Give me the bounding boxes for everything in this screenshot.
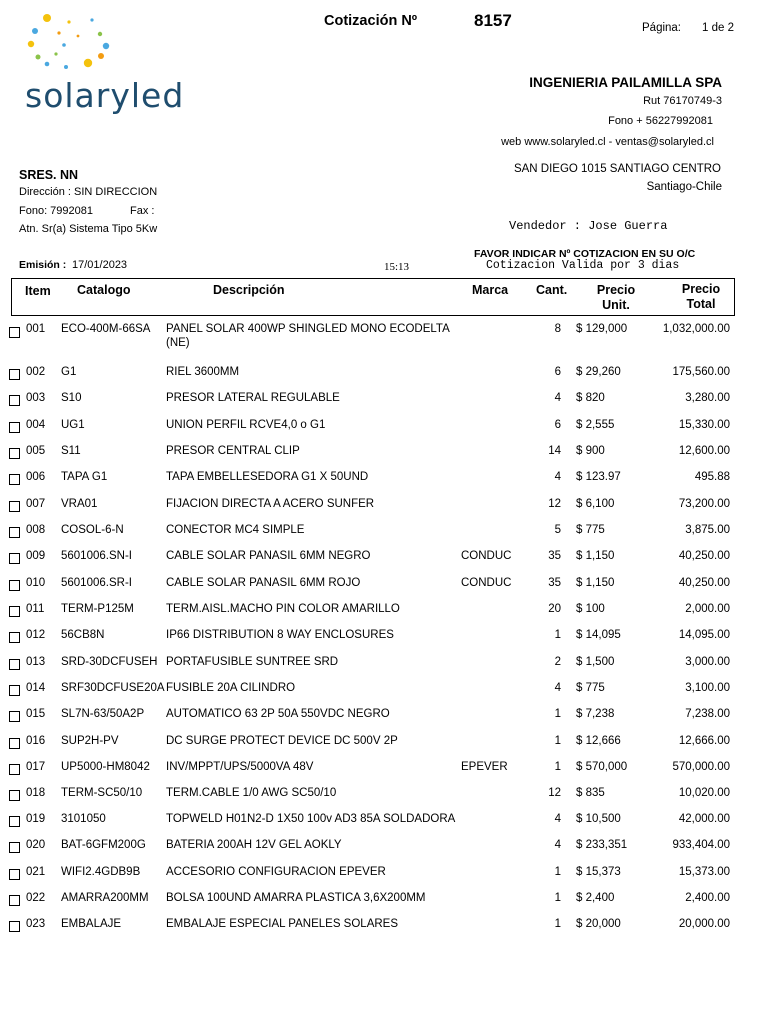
row-checkbox[interactable]	[9, 632, 20, 643]
table-row	[0, 891, 768, 911]
row-brand: CONDUC	[461, 577, 512, 589]
row-description: AUTOMATICO 63 2P 50A 550VDC NEGRO	[166, 708, 390, 720]
row-catalog: AMARRA200MM	[61, 892, 149, 904]
table-row	[0, 549, 768, 569]
row-qty: 1	[554, 918, 561, 930]
row-total: 570,000.00	[672, 761, 730, 773]
row-unit-price: $ 1,150	[576, 577, 615, 589]
row-checkbox[interactable]	[9, 842, 20, 853]
row-total: 2,400.00	[685, 892, 730, 904]
row-qty: 1	[554, 866, 561, 878]
row-unit-price: $ 1,500	[576, 656, 615, 668]
row-unit-price: $ 1,150	[576, 550, 615, 562]
row-description: PORTAFUSIBLE SUNTREE SRD	[166, 656, 339, 668]
row-checkbox[interactable]	[9, 448, 20, 459]
row-checkbox[interactable]	[9, 738, 20, 749]
row-total: 12,666.00	[678, 735, 730, 747]
row-item: 015	[26, 708, 46, 720]
row-item: 009	[26, 550, 46, 562]
row-total: 14,095.00	[678, 629, 730, 641]
row-item: 023	[26, 918, 46, 930]
row-description: UNION PERFIL RCVE4,0 o G1	[166, 419, 326, 431]
row-catalog: SRF30DCFUSE20A	[61, 682, 165, 694]
row-total: 175,560.00	[672, 366, 730, 378]
row-catalog: COSOL-6-N	[61, 524, 124, 536]
row-qty: 2	[554, 656, 561, 668]
table-row	[0, 365, 768, 385]
table-row	[0, 444, 768, 464]
row-item: 019	[26, 813, 46, 825]
row-checkbox[interactable]	[9, 869, 20, 880]
row-catalog: SL7N-63/50A2P	[61, 708, 145, 720]
company-rut: Rut 76170749-3	[643, 95, 722, 107]
row-unit-price: $ 100	[576, 603, 605, 615]
emission-time: 15:13	[384, 261, 410, 273]
row-catalog: UP5000-HM8042	[61, 761, 150, 773]
row-catalog: UG1	[61, 419, 85, 431]
row-description: CONECTOR MC4 SIMPLE	[166, 524, 305, 536]
page-value: 1 de 2	[702, 22, 734, 34]
row-catalog: BAT-6GFM200G	[61, 839, 146, 851]
row-qty: 4	[554, 392, 561, 404]
row-qty: 35	[548, 550, 561, 562]
row-unit-price: $ 2,400	[576, 892, 615, 904]
row-description: INV/MPPT/UPS/5000VA 48V	[166, 761, 314, 773]
row-checkbox[interactable]	[9, 327, 20, 338]
header-item: Item	[25, 284, 51, 298]
row-checkbox[interactable]	[9, 501, 20, 512]
row-item: 005	[26, 445, 46, 457]
row-total: 2,000.00	[685, 603, 730, 615]
row-unit-price: $ 233,351	[576, 839, 628, 851]
header-brand: Marca	[472, 283, 509, 297]
row-description: ACCESORIO CONFIGURACION EPEVER	[166, 866, 386, 878]
row-unit-price: $ 12,666	[576, 735, 621, 747]
page-label: Página:	[642, 22, 682, 34]
emission-date: 17/01/2023	[72, 259, 128, 271]
row-checkbox[interactable]	[9, 685, 20, 696]
row-total: 495.88	[694, 471, 730, 483]
row-item: 013	[26, 656, 46, 668]
row-qty: 20	[548, 603, 561, 615]
row-total: 12,600.00	[678, 445, 730, 457]
row-item: 003	[26, 392, 46, 404]
quote-notice: FAVOR INDICAR Nº COTIZACION EN SU O/C	[474, 248, 696, 260]
row-qty: 1	[554, 735, 561, 747]
row-unit-price: $ 2,555	[576, 419, 615, 431]
row-catalog: TERM-SC50/10	[61, 787, 143, 799]
row-total: 42,000.00	[678, 813, 730, 825]
row-catalog: 5601006.SN-I	[61, 550, 132, 562]
row-unit-price: $ 835	[576, 787, 605, 799]
row-description: PANEL SOLAR 400WP SHINGLED MONO ECODELTA (NE)	[166, 323, 450, 349]
row-description: CABLE SOLAR PANASIL 6MM NEGRO	[166, 550, 371, 562]
row-checkbox[interactable]	[9, 369, 20, 380]
table-row	[0, 497, 768, 517]
logo-sun-dots	[22, 12, 118, 74]
row-total: 933,404.00	[672, 839, 730, 851]
table-row	[0, 838, 768, 858]
row-unit-price: $ 7,238	[576, 708, 615, 720]
quote-validity: Cotizacion Valida por 3 dias	[486, 259, 680, 272]
row-description: EMBALAJE ESPECIAL PANELES SOLARES	[166, 918, 399, 930]
row-qty: 6	[554, 366, 561, 378]
row-catalog: EMBALAJE	[61, 918, 122, 930]
row-qty: 8	[554, 323, 561, 335]
row-catalog: S10	[61, 392, 82, 404]
row-total: 7,238.00	[685, 708, 730, 720]
row-item: 021	[26, 866, 46, 878]
row-checkbox[interactable]	[9, 580, 20, 591]
table-row	[0, 655, 768, 675]
row-qty: 5	[554, 524, 561, 536]
row-qty: 6	[554, 419, 561, 431]
row-description: DC SURGE PROTECT DEVICE DC 500V 2P	[166, 735, 398, 747]
row-total: 73,200.00	[678, 498, 730, 510]
row-qty: 1	[554, 708, 561, 720]
row-item: 002	[26, 366, 46, 378]
row-unit-price: $ 775	[576, 524, 605, 536]
company-name: INGENIERIA PAILAMILLA SPA	[529, 75, 722, 90]
client-name: SRES. NN	[19, 168, 79, 182]
table-header	[11, 278, 735, 316]
table-row	[0, 760, 768, 780]
row-catalog: TERM-P125M	[61, 603, 134, 615]
row-catalog: VRA01	[61, 498, 98, 510]
table-row	[0, 322, 768, 349]
row-checkbox[interactable]	[9, 553, 20, 564]
row-description: IP66 DISTRIBUTION 8 WAY ENCLOSURES	[166, 629, 394, 641]
row-item: 004	[26, 419, 46, 431]
company-phone: Fono + 56227992081	[608, 115, 713, 127]
header-total-price: Precio Total	[681, 282, 721, 311]
row-total: 40,250.00	[678, 577, 730, 589]
table-row	[0, 865, 768, 885]
row-total: 20,000.00	[678, 918, 730, 930]
header-unit-price: Precio Unit.	[596, 283, 636, 312]
row-qty: 4	[554, 471, 561, 483]
row-unit-price: $ 570,000	[576, 761, 628, 773]
row-catalog: S11	[61, 445, 81, 457]
row-checkbox[interactable]	[9, 527, 20, 538]
row-total: 3,875.00	[685, 524, 730, 536]
row-item: 007	[26, 498, 46, 510]
table-row	[0, 523, 768, 543]
row-qty: 4	[554, 682, 561, 694]
row-description: TOPWELD H01N2-D 1X50 100v AD3 85A SOLDADORA	[166, 813, 456, 825]
table-row	[0, 681, 768, 701]
row-total: 3,000.00	[685, 656, 730, 668]
row-catalog: WIFI2.4GDB9B	[61, 866, 141, 878]
row-item: 001	[26, 323, 46, 335]
row-unit-price: $ 29,260	[576, 366, 621, 378]
client-attention: Atn. Sr(a) Sistema Tipo 5Kw	[19, 223, 158, 235]
header-catalog: Catalogo	[77, 283, 131, 297]
row-description: PRESOR LATERAL REGULABLE	[166, 392, 340, 404]
row-qty: 12	[548, 498, 561, 510]
row-unit-price: $ 14,095	[576, 629, 621, 641]
header-description: Descripción	[213, 283, 285, 297]
row-catalog: ECO-400M-66SA	[61, 323, 151, 335]
row-unit-price: $ 10,500	[576, 813, 621, 825]
seller: Vendedor : Jose Guerra	[509, 219, 668, 233]
emission-label: Emisión :	[19, 259, 67, 271]
row-description: CABLE SOLAR PANASIL 6MM ROJO	[166, 577, 361, 589]
table-row	[0, 628, 768, 648]
table-row	[0, 391, 768, 411]
row-brand: CONDUC	[461, 550, 512, 562]
row-catalog: SUP2H-PV	[61, 735, 119, 747]
row-unit-price: $ 820	[576, 392, 605, 404]
table-row	[0, 917, 768, 937]
row-unit-price: $ 123.97	[576, 471, 621, 483]
row-item: 022	[26, 892, 46, 904]
row-item: 012	[26, 629, 46, 641]
row-catalog: SRD-30DCFUSEH	[61, 656, 158, 668]
table-row	[0, 707, 768, 727]
row-qty: 12	[548, 787, 561, 799]
table-row	[0, 812, 768, 832]
table-row	[0, 734, 768, 754]
row-description: BOLSA 100UND AMARRA PLASTICA 3,6X200MM	[166, 892, 426, 904]
client-fax: Fax :	[130, 205, 155, 217]
row-checkbox[interactable]	[9, 659, 20, 670]
row-unit-price: $ 20,000	[576, 918, 621, 930]
logo-wordmark: solaryled	[25, 76, 185, 115]
row-qty: 1	[554, 761, 561, 773]
row-checkbox[interactable]	[9, 895, 20, 906]
row-unit-price: $ 6,100	[576, 498, 615, 510]
row-item: 017	[26, 761, 46, 773]
row-qty: 14	[548, 445, 561, 457]
row-checkbox[interactable]	[9, 606, 20, 617]
row-description: RIEL 3600MM	[166, 366, 240, 378]
row-unit-price: $ 129,000	[576, 323, 628, 335]
row-description: PRESOR CENTRAL CLIP	[166, 445, 300, 457]
row-qty: 1	[554, 892, 561, 904]
row-catalog: 56CB8N	[61, 629, 105, 641]
row-checkbox[interactable]	[9, 921, 20, 932]
row-item: 010	[26, 577, 46, 589]
row-qty: 35	[548, 577, 561, 589]
table-row	[0, 576, 768, 596]
row-checkbox[interactable]	[9, 790, 20, 801]
company-address: SAN DIEGO 1015 SANTIAGO CENTRO	[513, 163, 721, 175]
quote-number: 8157	[474, 11, 512, 30]
row-catalog: TAPA G1	[61, 471, 108, 483]
row-total: 15,330.00	[678, 419, 730, 431]
row-description: TERM.AISL.MACHO PIN COLOR AMARILLO	[166, 603, 400, 615]
row-brand: EPEVER	[461, 761, 508, 773]
row-checkbox[interactable]	[9, 816, 20, 827]
row-checkbox[interactable]	[9, 764, 20, 775]
row-qty: 1	[554, 629, 561, 641]
table-row	[0, 418, 768, 438]
row-total: 3,280.00	[685, 392, 730, 404]
row-item: 011	[26, 603, 45, 615]
row-total: 10,020.00	[678, 787, 730, 799]
row-checkbox[interactable]	[9, 422, 20, 433]
company-web: web www.solaryled.cl - ventas@solaryled.cl	[501, 136, 714, 148]
row-checkbox[interactable]	[9, 711, 20, 722]
row-item: 018	[26, 787, 46, 799]
row-unit-price: $ 15,373	[576, 866, 621, 878]
row-total: 40,250.00	[678, 550, 730, 562]
row-total: 1,032,000.00	[662, 323, 730, 335]
row-description: BATERIA 200AH 12V GEL AOKLY	[166, 839, 342, 851]
row-item: 020	[26, 839, 46, 851]
row-total: 15,373.00	[678, 866, 730, 878]
table-row	[0, 786, 768, 806]
client-address: Dirección : SIN DIRECCION	[19, 186, 158, 198]
header-qty: Cant.	[536, 283, 568, 297]
quote-label: Cotización Nº	[324, 13, 418, 29]
row-description: FUSIBLE 20A CILINDRO	[166, 682, 296, 694]
client-phone: Fono: 7992081	[19, 205, 94, 217]
row-checkbox[interactable]	[9, 395, 20, 406]
company-city: Santiago-Chile	[646, 181, 722, 193]
row-unit-price: $ 775	[576, 682, 605, 694]
row-catalog: 5601006.SR-I	[61, 577, 132, 589]
row-item: 006	[26, 471, 46, 483]
row-description: TERM.CABLE 1/0 AWG SC50/10	[166, 787, 337, 799]
row-description: TAPA EMBELLESEDORA G1 X 50UND	[166, 471, 369, 483]
row-description: FIJACION DIRECTA A ACERO SUNFER	[166, 498, 375, 510]
table-row	[0, 470, 768, 490]
row-unit-price: $ 900	[576, 445, 605, 457]
row-total: 3,100.00	[685, 682, 730, 694]
row-item: 014	[26, 682, 46, 694]
row-qty: 4	[554, 813, 561, 825]
row-item: 008	[26, 524, 46, 536]
row-item: 016	[26, 735, 46, 747]
row-catalog: G1	[61, 366, 77, 378]
row-checkbox[interactable]	[9, 474, 20, 485]
row-qty: 4	[554, 839, 561, 851]
table-row	[0, 602, 768, 622]
row-catalog: 3101050	[61, 813, 106, 825]
